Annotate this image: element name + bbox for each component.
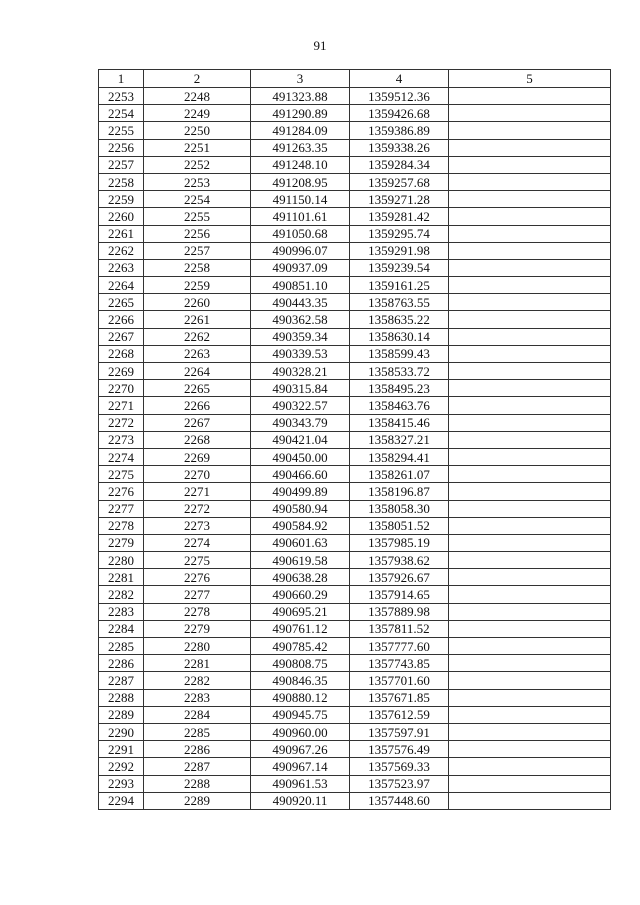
table-cell-col-2: 2250 (144, 122, 251, 139)
table-cell-col-1: 2258 (99, 173, 144, 190)
table-cell-col-1: 2265 (99, 294, 144, 311)
table-cell-col-2: 2271 (144, 483, 251, 500)
table-cell-col-4: 1357914.65 (350, 586, 449, 603)
table-row (99, 294, 611, 311)
table-cell-col-5 (449, 500, 611, 517)
table-cell-col-4: 1359257.68 (350, 173, 449, 190)
table-cell-col-5 (449, 775, 611, 792)
table-cell-col-1: 2269 (99, 363, 144, 380)
table-row (99, 191, 611, 208)
table-cell-col-5 (449, 552, 611, 569)
table-cell-col-1: 2277 (99, 500, 144, 517)
table-cell-col-5 (449, 741, 611, 758)
table-cell-col-5 (449, 259, 611, 276)
table-cell-col-5 (449, 792, 611, 809)
table-cell-col-3: 490846.35 (251, 672, 350, 689)
table-cell-col-2: 2278 (144, 603, 251, 620)
table-cell-col-4: 1357523.97 (350, 775, 449, 792)
table-row (99, 397, 611, 414)
table-cell-col-5 (449, 689, 611, 706)
table-row (99, 638, 611, 655)
table-row (99, 448, 611, 465)
table-row (99, 311, 611, 328)
table-cell-col-1: 2276 (99, 483, 144, 500)
table-row (99, 655, 611, 672)
table-cell-col-3: 491290.89 (251, 105, 350, 122)
table-cell-col-1: 2291 (99, 741, 144, 758)
table-row (99, 466, 611, 483)
table-cell-col-4: 1357743.85 (350, 655, 449, 672)
table-row (99, 139, 611, 156)
table-cell-col-3: 490945.75 (251, 706, 350, 723)
table-cell-col-2: 2251 (144, 139, 251, 156)
table-cell-col-4: 1358533.72 (350, 363, 449, 380)
table-row (99, 431, 611, 448)
table-cell-col-1: 2271 (99, 397, 144, 414)
table-cell-col-2: 2276 (144, 569, 251, 586)
table-cell-col-2: 2279 (144, 620, 251, 637)
table-cell-col-5 (449, 156, 611, 173)
table-cell-col-2: 2275 (144, 552, 251, 569)
table-cell-col-5 (449, 603, 611, 620)
table-cell-col-2: 2260 (144, 294, 251, 311)
table-cell-col-2: 2284 (144, 706, 251, 723)
table-cell-col-4: 1357597.91 (350, 723, 449, 740)
table-cell-col-5 (449, 208, 611, 225)
table-cell-col-1: 2285 (99, 638, 144, 655)
table-cell-col-2: 2258 (144, 259, 251, 276)
table-cell-col-5 (449, 569, 611, 586)
table-cell-col-4: 1357938.62 (350, 552, 449, 569)
table-cell-col-5 (449, 105, 611, 122)
table-row (99, 225, 611, 242)
table-cell-col-4: 1359426.68 (350, 105, 449, 122)
table-cell-col-5 (449, 363, 611, 380)
table-cell-col-4: 1358599.43 (350, 345, 449, 362)
table-cell-col-3: 490315.84 (251, 380, 350, 397)
table-cell-col-3: 491248.10 (251, 156, 350, 173)
table-row (99, 603, 611, 620)
table-cell-col-3: 490328.21 (251, 363, 350, 380)
table-cell-col-3: 490499.89 (251, 483, 350, 500)
table-cell-col-3: 490937.09 (251, 259, 350, 276)
table-cell-col-3: 490421.04 (251, 431, 350, 448)
table-cell-col-4: 1359291.98 (350, 242, 449, 259)
table-cell-col-3: 491208.95 (251, 173, 350, 190)
table-cell-col-2: 2253 (144, 173, 251, 190)
table-cell-col-1: 2282 (99, 586, 144, 603)
table-cell-col-5 (449, 431, 611, 448)
table-cell-col-5 (449, 397, 611, 414)
table-cell-col-2: 2283 (144, 689, 251, 706)
table-cell-col-4: 1358463.76 (350, 397, 449, 414)
table-row (99, 122, 611, 139)
table-cell-col-3: 490466.60 (251, 466, 350, 483)
table-row (99, 552, 611, 569)
table-cell-col-3: 490584.92 (251, 517, 350, 534)
table-cell-col-4: 1358051.52 (350, 517, 449, 534)
table-cell-col-1: 2270 (99, 380, 144, 397)
table-cell-col-1: 2292 (99, 758, 144, 775)
table-cell-col-2: 2270 (144, 466, 251, 483)
table-cell-col-1: 2286 (99, 655, 144, 672)
table-cell-col-3: 490443.35 (251, 294, 350, 311)
table-cell-col-1: 2284 (99, 620, 144, 637)
table-cell-col-4: 1359271.28 (350, 191, 449, 208)
table-cell-col-4: 1359512.36 (350, 88, 449, 105)
table-cell-col-4: 1359386.89 (350, 122, 449, 139)
table-row (99, 672, 611, 689)
table-row (99, 792, 611, 809)
table-cell-col-5 (449, 466, 611, 483)
table-cell-col-4: 1359239.54 (350, 259, 449, 276)
table-cell-col-3: 490450.00 (251, 448, 350, 465)
table-cell-col-3: 490660.29 (251, 586, 350, 603)
table-cell-col-5 (449, 139, 611, 156)
table-cell-col-3: 490967.14 (251, 758, 350, 775)
column-header-5: 5 (449, 70, 611, 88)
table-cell-col-1: 2267 (99, 328, 144, 345)
table-cell-col-3: 490343.79 (251, 414, 350, 431)
table-cell-col-2: 2255 (144, 208, 251, 225)
table-cell-col-1: 2259 (99, 191, 144, 208)
table-cell-col-3: 490996.07 (251, 242, 350, 259)
table-cell-col-1: 2288 (99, 689, 144, 706)
table-cell-col-4: 1359284.34 (350, 156, 449, 173)
table-cell-col-5 (449, 483, 611, 500)
table-row (99, 534, 611, 551)
table-cell-col-1: 2274 (99, 448, 144, 465)
table-cell-col-2: 2280 (144, 638, 251, 655)
table-cell-col-2: 2259 (144, 277, 251, 294)
table-cell-col-3: 490967.26 (251, 741, 350, 758)
table-row (99, 706, 611, 723)
table-row (99, 277, 611, 294)
table-row (99, 88, 611, 105)
table-cell-col-3: 490761.12 (251, 620, 350, 637)
table-cell-col-2: 2264 (144, 363, 251, 380)
table-cell-col-3: 490359.34 (251, 328, 350, 345)
table-cell-col-4: 1358415.46 (350, 414, 449, 431)
table-cell-col-3: 490880.12 (251, 689, 350, 706)
table-cell-col-2: 2263 (144, 345, 251, 362)
table-cell-col-4: 1359338.26 (350, 139, 449, 156)
table-cell-col-4: 1358495.23 (350, 380, 449, 397)
table-cell-col-5 (449, 122, 611, 139)
table-cell-col-3: 491101.61 (251, 208, 350, 225)
table-cell-col-3: 490695.21 (251, 603, 350, 620)
table-cell-col-4: 1359281.42 (350, 208, 449, 225)
table-row (99, 689, 611, 706)
table-cell-col-4: 1357811.52 (350, 620, 449, 637)
table-cell-col-2: 2277 (144, 586, 251, 603)
table-cell-col-5 (449, 534, 611, 551)
table-cell-col-2: 2285 (144, 723, 251, 740)
table-cell-col-2: 2256 (144, 225, 251, 242)
table-row (99, 569, 611, 586)
table-cell-col-5 (449, 723, 611, 740)
table-cell-col-3: 490601.63 (251, 534, 350, 551)
table-row (99, 156, 611, 173)
table-row (99, 723, 611, 740)
table-cell-col-2: 2274 (144, 534, 251, 551)
table-row (99, 758, 611, 775)
table-cell-col-5 (449, 294, 611, 311)
column-header-4: 4 (350, 70, 449, 88)
table-cell-col-3: 490960.00 (251, 723, 350, 740)
table-cell-col-5 (449, 225, 611, 242)
table-cell-col-3: 490808.75 (251, 655, 350, 672)
table-row (99, 242, 611, 259)
table-cell-col-5 (449, 311, 611, 328)
table-cell-col-4: 1358261.07 (350, 466, 449, 483)
table-cell-col-2: 2272 (144, 500, 251, 517)
table-row (99, 500, 611, 517)
table-cell-col-3: 491150.14 (251, 191, 350, 208)
table-cell-col-4: 1358630.14 (350, 328, 449, 345)
table-cell-col-5 (449, 706, 611, 723)
table-cell-col-1: 2293 (99, 775, 144, 792)
table-cell-col-1: 2281 (99, 569, 144, 586)
table-cell-col-1: 2260 (99, 208, 144, 225)
table-cell-col-3: 490619.58 (251, 552, 350, 569)
table-cell-col-3: 490961.53 (251, 775, 350, 792)
table-cell-col-4: 1359161.25 (350, 277, 449, 294)
table-cell-col-3: 491323.88 (251, 88, 350, 105)
table-cell-col-5 (449, 758, 611, 775)
table-cell-col-2: 2289 (144, 792, 251, 809)
table-row (99, 345, 611, 362)
table-cell-col-1: 2290 (99, 723, 144, 740)
table-row (99, 380, 611, 397)
table-cell-col-4: 1358196.87 (350, 483, 449, 500)
table-row (99, 775, 611, 792)
table-cell-col-1: 2287 (99, 672, 144, 689)
table-cell-col-1: 2257 (99, 156, 144, 173)
table-cell-col-1: 2273 (99, 431, 144, 448)
table-cell-col-5 (449, 242, 611, 259)
table-cell-col-2: 2267 (144, 414, 251, 431)
table-cell-col-2: 2281 (144, 655, 251, 672)
table-cell-col-5 (449, 517, 611, 534)
table-cell-col-2: 2273 (144, 517, 251, 534)
table-cell-col-4: 1357889.98 (350, 603, 449, 620)
table-cell-col-5 (449, 328, 611, 345)
table-cell-col-1: 2264 (99, 277, 144, 294)
table-cell-col-1: 2255 (99, 122, 144, 139)
table-cell-col-4: 1357671.85 (350, 689, 449, 706)
table-cell-col-5 (449, 672, 611, 689)
table-cell-col-2: 2254 (144, 191, 251, 208)
table-cell-col-3: 491263.35 (251, 139, 350, 156)
table-cell-col-5 (449, 380, 611, 397)
table-cell-col-3: 491284.09 (251, 122, 350, 139)
table-cell-col-2: 2262 (144, 328, 251, 345)
table-cell-col-2: 2248 (144, 88, 251, 105)
table-cell-col-3: 490851.10 (251, 277, 350, 294)
table-cell-col-4: 1358294.41 (350, 448, 449, 465)
table-cell-col-5 (449, 448, 611, 465)
table-cell-col-5 (449, 173, 611, 190)
table-cell-col-1: 2283 (99, 603, 144, 620)
column-header-3: 3 (251, 70, 350, 88)
table-cell-col-2: 2265 (144, 380, 251, 397)
table-cell-col-3: 490339.53 (251, 345, 350, 362)
table-cell-col-1: 2263 (99, 259, 144, 276)
table-cell-col-5 (449, 345, 611, 362)
table-header-row (99, 70, 611, 88)
table-cell-col-2: 2269 (144, 448, 251, 465)
column-header-2: 2 (144, 70, 251, 88)
column-header-1: 1 (99, 70, 144, 88)
table-body (99, 88, 611, 810)
table-cell-col-1: 2294 (99, 792, 144, 809)
table-cell-col-4: 1358327.21 (350, 431, 449, 448)
table-cell-col-4: 1357985.19 (350, 534, 449, 551)
table-cell-col-3: 491050.68 (251, 225, 350, 242)
table-cell-col-4: 1357569.33 (350, 758, 449, 775)
table-cell-col-5 (449, 191, 611, 208)
table-cell-col-4: 1357576.49 (350, 741, 449, 758)
table-cell-col-4: 1357448.60 (350, 792, 449, 809)
table-cell-col-1: 2280 (99, 552, 144, 569)
table-cell-col-2: 2266 (144, 397, 251, 414)
table-row (99, 363, 611, 380)
table-cell-col-2: 2287 (144, 758, 251, 775)
table-cell-col-1: 2279 (99, 534, 144, 551)
table-row (99, 259, 611, 276)
table-cell-col-3: 490785.42 (251, 638, 350, 655)
table-cell-col-4: 1359295.74 (350, 225, 449, 242)
table-cell-col-2: 2268 (144, 431, 251, 448)
table-cell-col-4: 1357612.59 (350, 706, 449, 723)
table-cell-col-4: 1358763.55 (350, 294, 449, 311)
table-cell-col-5 (449, 277, 611, 294)
table-cell-col-1: 2275 (99, 466, 144, 483)
table-row (99, 105, 611, 122)
table-cell-col-1: 2262 (99, 242, 144, 259)
table-cell-col-3: 490362.58 (251, 311, 350, 328)
table-cell-col-2: 2286 (144, 741, 251, 758)
table-cell-col-5 (449, 88, 611, 105)
table-row (99, 328, 611, 345)
table-row (99, 483, 611, 500)
table-cell-col-1: 2268 (99, 345, 144, 362)
table-cell-col-1: 2256 (99, 139, 144, 156)
table-cell-col-5 (449, 586, 611, 603)
table-row (99, 414, 611, 431)
table-cell-col-2: 2288 (144, 775, 251, 792)
table-cell-col-3: 490638.28 (251, 569, 350, 586)
table-row (99, 586, 611, 603)
table-cell-col-4: 1358058.30 (350, 500, 449, 517)
table-cell-col-1: 2253 (99, 88, 144, 105)
table-cell-col-2: 2282 (144, 672, 251, 689)
table-cell-col-5 (449, 638, 611, 655)
table-cell-col-1: 2289 (99, 706, 144, 723)
table-row (99, 208, 611, 225)
table-cell-col-5 (449, 620, 611, 637)
table-cell-col-2: 2261 (144, 311, 251, 328)
coordinates-table (98, 69, 611, 810)
table-row (99, 517, 611, 534)
table-cell-col-4: 1357926.67 (350, 569, 449, 586)
table-cell-col-1: 2261 (99, 225, 144, 242)
table-cell-col-4: 1358635.22 (350, 311, 449, 328)
table-cell-col-1: 2278 (99, 517, 144, 534)
table-cell-col-4: 1357777.60 (350, 638, 449, 655)
table-cell-col-5 (449, 414, 611, 431)
table-cell-col-4: 1357701.60 (350, 672, 449, 689)
table-cell-col-3: 490920.11 (251, 792, 350, 809)
table-cell-col-2: 2257 (144, 242, 251, 259)
table-cell-col-1: 2254 (99, 105, 144, 122)
table-row (99, 620, 611, 637)
table-cell-col-5 (449, 655, 611, 672)
table-cell-col-1: 2272 (99, 414, 144, 431)
page-number: 91 (313, 38, 327, 53)
table-cell-col-3: 490580.94 (251, 500, 350, 517)
table-cell-col-2: 2252 (144, 156, 251, 173)
table-cell-col-1: 2266 (99, 311, 144, 328)
table-cell-col-2: 2249 (144, 105, 251, 122)
table-cell-col-3: 490322.57 (251, 397, 350, 414)
table-row (99, 741, 611, 758)
table-row (99, 173, 611, 190)
